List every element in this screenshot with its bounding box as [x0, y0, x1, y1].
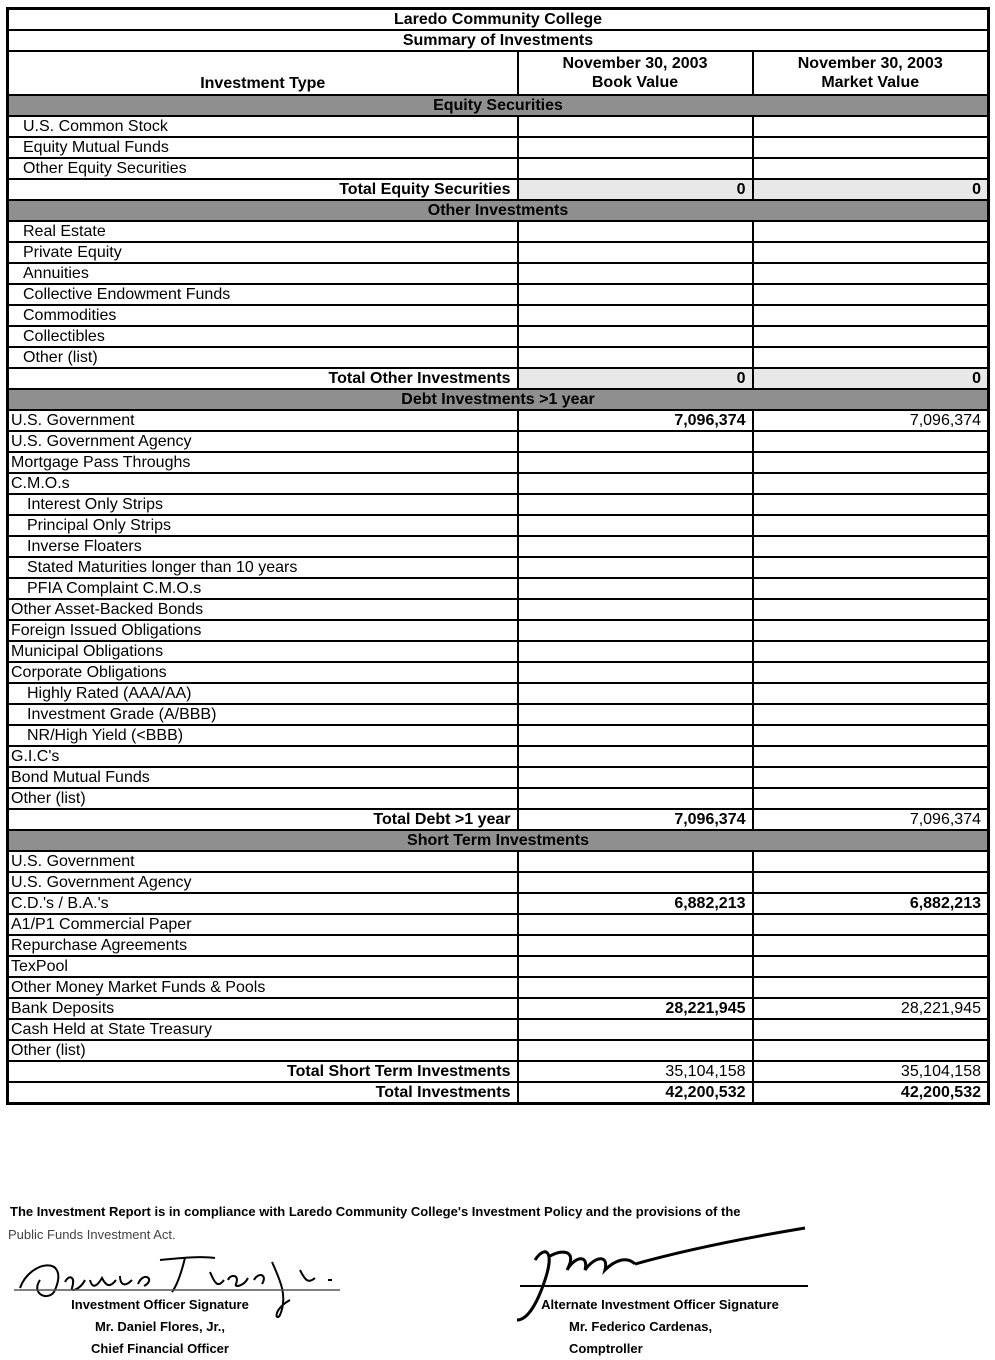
table-row — [8, 263, 989, 284]
book-value-cell — [518, 935, 753, 956]
table-row — [8, 536, 989, 557]
compliance-statement: The Investment Report is in compliance with Laredo Community College's Investment Policy and the provisions of the — [10, 1204, 741, 1219]
investment-type-cell: Annuities — [8, 263, 518, 284]
market-value-cell — [753, 431, 989, 452]
section-total-book: 0 — [518, 368, 753, 389]
investment-type-cell: Other Money Market Funds & Pools — [8, 977, 518, 998]
market-value-cell — [753, 788, 989, 809]
market-value-cell — [753, 473, 989, 494]
market-value-cell — [753, 725, 989, 746]
table-row — [8, 242, 989, 263]
market-value-cell — [753, 536, 989, 557]
book-value-cell — [518, 1019, 753, 1040]
investment-type-cell: U.S. Government — [8, 410, 518, 431]
grand-total-row — [8, 1082, 989, 1104]
table-row — [8, 515, 989, 536]
table-row — [8, 767, 989, 788]
table-row — [8, 977, 989, 998]
market-value-cell — [753, 662, 989, 683]
market-value-cell — [753, 242, 989, 263]
market-value-cell — [753, 977, 989, 998]
section-header-row — [8, 200, 989, 221]
investment-type-cell: U.S. Government Agency — [8, 431, 518, 452]
section-total-row — [8, 809, 989, 830]
investment-type-cell: Other (list) — [8, 788, 518, 809]
book-value-cell — [518, 641, 753, 662]
section-total-book: 7,096,374 — [518, 809, 753, 830]
investment-type-cell: Other Equity Securities — [8, 158, 518, 179]
right-signature-line — [520, 1285, 808, 1287]
investment-type-cell: U.S. Government — [8, 851, 518, 872]
table-row — [8, 284, 989, 305]
book-value-cell — [518, 557, 753, 578]
book-value-cell — [518, 788, 753, 809]
section-total-market: 35,104,158 — [753, 1061, 989, 1082]
section-total-row — [8, 368, 989, 389]
investment-type-cell: U.S. Government Agency — [8, 872, 518, 893]
table-row — [8, 683, 989, 704]
market-value-cell — [753, 326, 989, 347]
investments-table — [6, 7, 990, 1105]
investment-type-cell: Corporate Obligations — [8, 662, 518, 683]
investment-type-cell: Other (list) — [8, 1040, 518, 1061]
section-total-label: Total Short Term Investments — [8, 1061, 518, 1082]
investment-type-cell: A1/P1 Commercial Paper — [8, 914, 518, 935]
column-header-book-date: November 30, 2003 — [562, 55, 708, 72]
market-value-cell — [753, 116, 989, 137]
book-value-cell: 7,096,374 — [518, 410, 753, 431]
book-value-cell — [518, 431, 753, 452]
table-row — [8, 725, 989, 746]
book-value-cell — [518, 977, 753, 998]
investment-type-cell: Private Equity — [8, 242, 518, 263]
table-row — [8, 956, 989, 977]
book-value-cell — [518, 578, 753, 599]
market-value-cell — [753, 872, 989, 893]
book-value-cell — [518, 767, 753, 788]
market-value-cell — [753, 1019, 989, 1040]
grand-total-label: Total Investments — [8, 1082, 518, 1104]
book-value-cell — [518, 914, 753, 935]
investment-type-cell: PFIA Complaint C.M.O.s — [8, 578, 518, 599]
column-header-book-label: Book Value — [591, 74, 679, 91]
market-value-cell — [753, 956, 989, 977]
table-row — [8, 452, 989, 473]
market-value-cell — [753, 452, 989, 473]
book-value-cell — [518, 536, 753, 557]
book-value-cell — [518, 242, 753, 263]
table-row — [8, 746, 989, 767]
table-row — [8, 998, 989, 1019]
investment-type-cell: Equity Mutual Funds — [8, 137, 518, 158]
report-title: Laredo Community College — [8, 9, 989, 31]
market-value-cell — [753, 767, 989, 788]
book-value-cell: 28,221,945 — [518, 998, 753, 1019]
book-value-cell — [518, 746, 753, 767]
table-row — [8, 620, 989, 641]
section-total-label: Total Other Investments — [8, 368, 518, 389]
book-value-cell — [518, 872, 753, 893]
section-total-book: 0 — [518, 179, 753, 200]
book-value-cell — [518, 326, 753, 347]
section-header-row — [8, 830, 989, 851]
investment-type-cell: Investment Grade (A/BBB) — [8, 704, 518, 725]
book-value-cell — [518, 599, 753, 620]
table-row — [8, 578, 989, 599]
book-value-cell — [518, 137, 753, 158]
column-header-type: Investment Type — [8, 51, 518, 95]
market-value-cell — [753, 599, 989, 620]
section-title: Debt Investments >1 year — [8, 389, 989, 410]
left-signature-role: Chief Financial Officer — [91, 1341, 229, 1356]
table-row — [8, 347, 989, 368]
investment-type-cell: Foreign Issued Obligations — [8, 620, 518, 641]
investment-type-cell: Repurchase Agreements — [8, 935, 518, 956]
section-total-market: 0 — [753, 368, 989, 389]
grand-total-market: 42,200,532 — [753, 1082, 989, 1104]
table-row — [8, 1019, 989, 1040]
investment-type-cell: Stated Maturities longer than 10 years — [8, 557, 518, 578]
investments-table-body — [8, 9, 989, 1104]
table-row — [8, 914, 989, 935]
market-value-cell: 28,221,945 — [753, 998, 989, 1019]
book-value-cell — [518, 683, 753, 704]
market-value-cell — [753, 494, 989, 515]
section-total-market: 0 — [753, 179, 989, 200]
right-signature-caption — [505, 1294, 815, 1360]
market-value-cell: 6,882,213 — [753, 893, 989, 914]
investment-type-cell: G.I.C's — [8, 746, 518, 767]
book-value-cell — [518, 305, 753, 326]
market-value-cell — [753, 704, 989, 725]
market-value-cell — [753, 137, 989, 158]
book-value-cell: 6,882,213 — [518, 893, 753, 914]
market-value-cell — [753, 1040, 989, 1061]
book-value-cell — [518, 473, 753, 494]
investment-type-cell: Interest Only Strips — [8, 494, 518, 515]
book-value-cell — [518, 116, 753, 137]
subtitle-row — [8, 30, 989, 51]
market-value-cell — [753, 263, 989, 284]
table-row — [8, 557, 989, 578]
book-value-cell — [518, 158, 753, 179]
section-total-row — [8, 1061, 989, 1082]
investment-type-cell: Cash Held at State Treasury — [8, 1019, 518, 1040]
left-signature-caption — [40, 1294, 280, 1360]
column-header-market — [753, 51, 989, 95]
market-value-cell — [753, 578, 989, 599]
market-value-cell: 7,096,374 — [753, 410, 989, 431]
market-value-cell — [753, 557, 989, 578]
section-total-row — [8, 179, 989, 200]
market-value-cell — [753, 221, 989, 242]
book-value-cell — [518, 452, 753, 473]
table-row — [8, 851, 989, 872]
compliance-statement-continued: Public Funds Investment Act. — [8, 1227, 176, 1242]
book-value-cell — [518, 347, 753, 368]
table-row — [8, 473, 989, 494]
left-signature-name: Mr. Daniel Flores, Jr., — [94, 1319, 226, 1334]
book-value-cell — [518, 704, 753, 725]
market-value-cell — [753, 305, 989, 326]
book-value-cell — [518, 662, 753, 683]
investment-type-cell: Real Estate — [8, 221, 518, 242]
column-header-market-date: November 30, 2003 — [797, 55, 943, 72]
section-header-row — [8, 389, 989, 410]
table-row — [8, 431, 989, 452]
table-row — [8, 1040, 989, 1061]
section-header-row — [8, 95, 989, 116]
section-title: Equity Securities — [8, 95, 989, 116]
table-row — [8, 641, 989, 662]
book-value-cell — [518, 515, 753, 536]
table-row — [8, 704, 989, 725]
market-value-cell — [753, 284, 989, 305]
book-value-cell — [518, 851, 753, 872]
market-value-cell — [753, 515, 989, 536]
table-row — [8, 872, 989, 893]
investment-type-cell: C.M.O.s — [8, 473, 518, 494]
market-value-cell — [753, 158, 989, 179]
table-row — [8, 494, 989, 515]
table-row — [8, 410, 989, 431]
investment-type-cell: Other Asset-Backed Bonds — [8, 599, 518, 620]
market-value-cell — [753, 746, 989, 767]
column-header-market-label: Market Value — [821, 74, 920, 91]
investment-type-cell: Bond Mutual Funds — [8, 767, 518, 788]
grand-total-book: 42,200,532 — [518, 1082, 753, 1104]
investment-type-cell: NR/High Yield (<BBB) — [8, 725, 518, 746]
left-signature-title: Investment Officer Signature — [71, 1297, 249, 1312]
market-value-cell — [753, 935, 989, 956]
section-title: Short Term Investments — [8, 830, 989, 851]
column-header-row — [8, 51, 989, 95]
table-row — [8, 893, 989, 914]
table-row — [8, 116, 989, 137]
section-total-label: Total Debt >1 year — [8, 809, 518, 830]
investment-type-cell: C.D.'s / B.A.'s — [8, 893, 518, 914]
market-value-cell — [753, 914, 989, 935]
table-row — [8, 137, 989, 158]
table-row — [8, 158, 989, 179]
book-value-cell — [518, 263, 753, 284]
investment-type-cell: TexPool — [8, 956, 518, 977]
market-value-cell — [753, 641, 989, 662]
right-signature-name: Mr. Federico Cardenas, — [569, 1319, 713, 1334]
investment-type-cell: Principal Only Strips — [8, 515, 518, 536]
market-value-cell — [753, 851, 989, 872]
section-total-label: Total Equity Securities — [8, 179, 518, 200]
table-row — [8, 221, 989, 242]
investment-type-cell: Commodities — [8, 305, 518, 326]
table-row — [8, 935, 989, 956]
section-total-book: 35,104,158 — [518, 1061, 753, 1082]
investment-type-cell: Collectibles — [8, 326, 518, 347]
investment-type-cell: Highly Rated (AAA/AA) — [8, 683, 518, 704]
book-value-cell — [518, 221, 753, 242]
table-row — [8, 326, 989, 347]
investment-type-cell: Other (list) — [8, 347, 518, 368]
market-value-cell — [753, 620, 989, 641]
market-value-cell — [753, 347, 989, 368]
market-value-cell — [753, 683, 989, 704]
right-signature-role: Comptroller — [569, 1341, 643, 1356]
title-row — [8, 9, 989, 31]
book-value-cell — [518, 494, 753, 515]
investment-type-cell: Inverse Floaters — [8, 536, 518, 557]
book-value-cell — [518, 725, 753, 746]
investment-type-cell: Mortgage Pass Throughs — [8, 452, 518, 473]
table-row — [8, 305, 989, 326]
section-total-market: 7,096,374 — [753, 809, 989, 830]
investment-type-cell: U.S. Common Stock — [8, 116, 518, 137]
investment-type-cell: Collective Endowment Funds — [8, 284, 518, 305]
investment-type-cell: Municipal Obligations — [8, 641, 518, 662]
right-signature-title: Alternate Investment Officer Signature — [541, 1297, 779, 1312]
table-row — [8, 599, 989, 620]
table-row — [8, 662, 989, 683]
book-value-cell — [518, 956, 753, 977]
column-header-book — [518, 51, 753, 95]
report-subtitle: Summary of Investments — [8, 30, 989, 51]
section-title: Other Investments — [8, 200, 989, 221]
book-value-cell — [518, 1040, 753, 1061]
book-value-cell — [518, 620, 753, 641]
investment-type-cell: Bank Deposits — [8, 998, 518, 1019]
book-value-cell — [518, 284, 753, 305]
table-row — [8, 788, 989, 809]
